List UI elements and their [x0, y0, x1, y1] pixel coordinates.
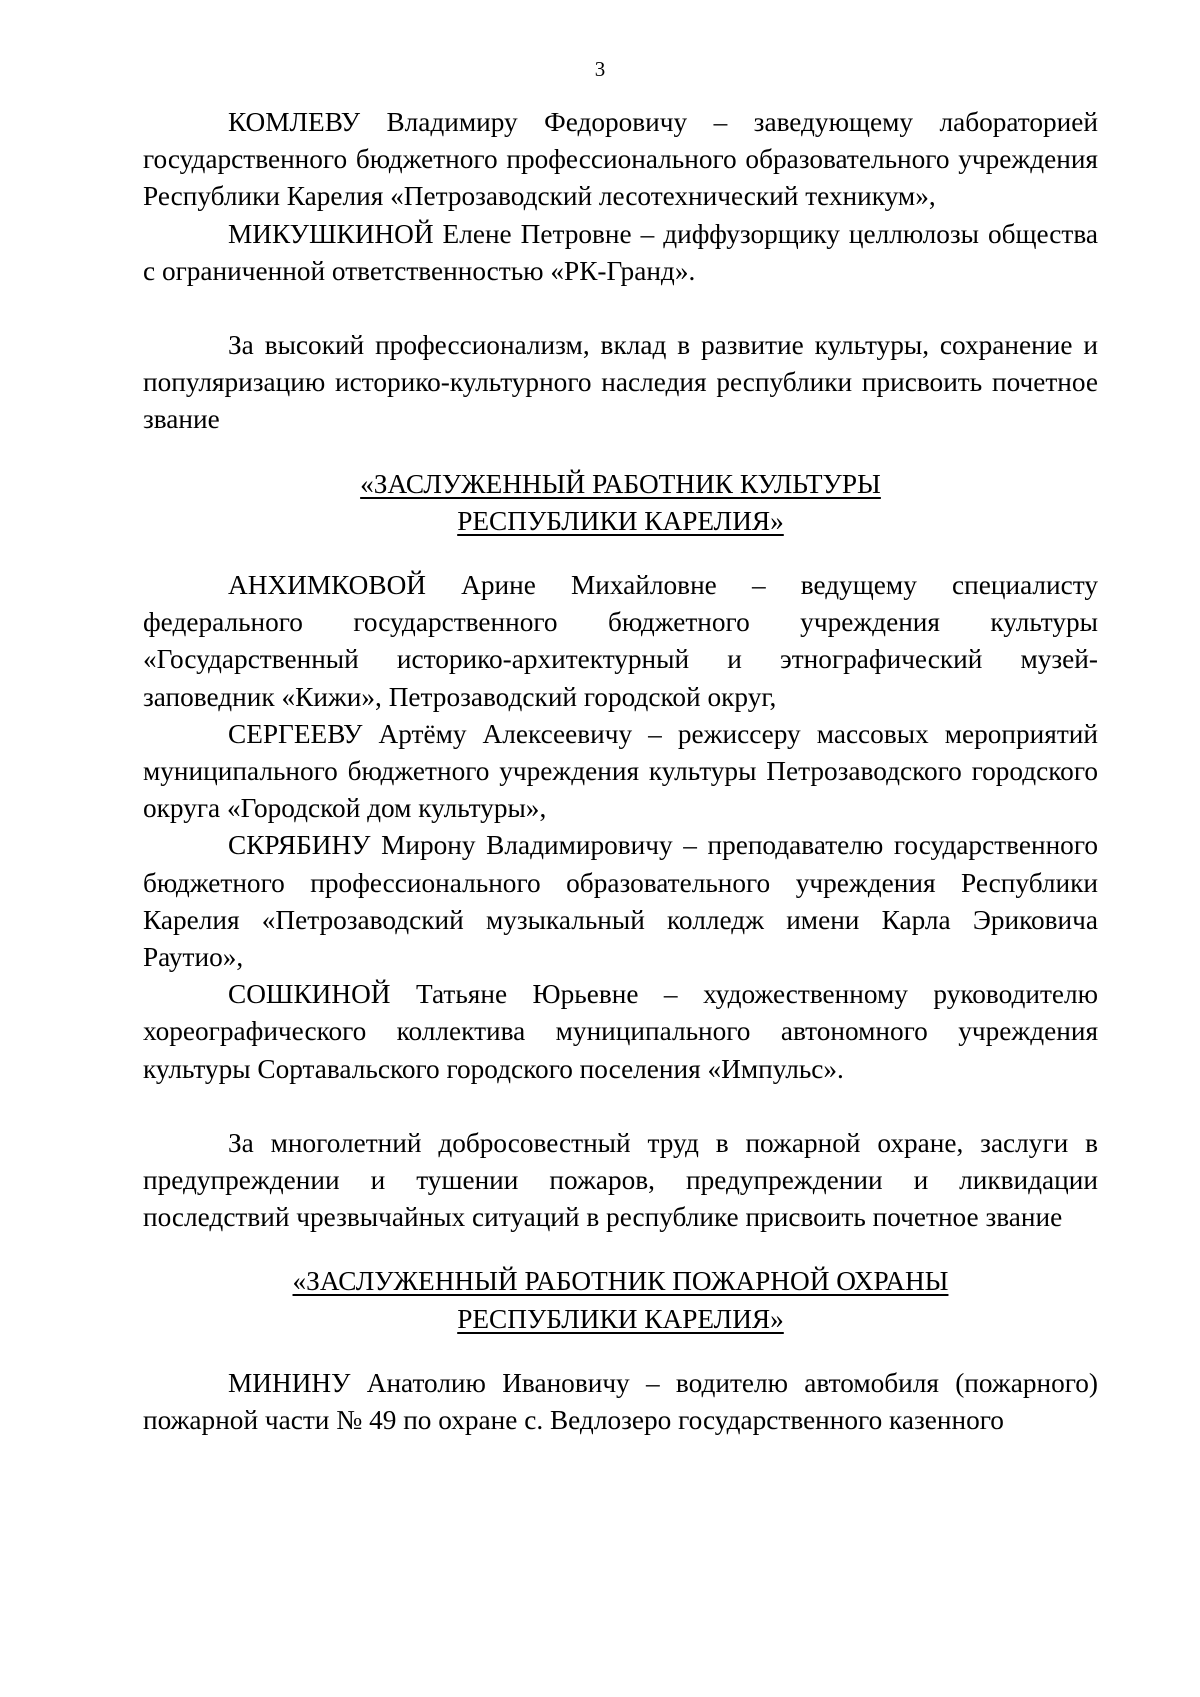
award-entry-soshkina: СОШКИНОЙ Татьяне Юрьевне – художественному руководителю хореографического коллектива муниципального автономного учреждения культуры Сортавальского городского поселения «Импульс».	[143, 979, 1098, 1084]
culture-award-preamble: За высокий профессионализм, вклад в развитие культуры, сохранение и популяризацию историко-культурного наследия республики присвоить почетное звание	[143, 330, 1098, 435]
award-entry-komlev: КОМЛЕВУ Владимиру Федоровичу – заведующему лабораторией государственного бюджетного профессионального образовательного учреждения Республики Карелия «Петрозаводский лесотехнический техникум»,	[143, 107, 1098, 212]
award-entry-mikushkina: МИКУШКИНОЙ Елене Петровне – диффузорщику целлюлозы общества с ограниченной ответственностью «РК-Гранд».	[143, 218, 1098, 286]
page-number: 3	[594, 57, 606, 81]
fire-award-title-line2: РЕСПУБЛИКИ КАРЕЛИЯ»	[457, 1303, 784, 1334]
award-entry-anhimkova: АНХИМКОВОЙ Арине Михайловне – ведущему специалисту федерального государственного бюджетного учреждения культуры «Государственный историко-архитектурный и этнографический музей-заповедник «Кижи», Петрозаводский городской округ,	[143, 570, 1098, 712]
award-entry-minin: МИНИНУ Анатолию Ивановичу – водителю автомобиля (пожарного) пожарной части № 49 по охране с. Ведлозеро государственного казенного	[143, 1367, 1098, 1436]
fire-award-preamble: За многолетний добросовестный труд в пожарной охране, заслуги в предупреждении и тушении пожаров, предупреждении и ликвидации последствий чрезвычайных ситуаций в республике присвоить почетное звание	[143, 1127, 1098, 1233]
award-entry-sergeev: СЕРГЕЕВУ Артёму Алексеевичу – режиссеру массовых мероприятий муниципального бюджетного учреждения культуры Петрозаводского городского округа «Городской дом культуры»,	[143, 718, 1098, 824]
document-body	[143, 104, 1098, 1439]
fire-award-title-line1: «ЗАСЛУЖЕННЫЙ РАБОТНИК ПОЖАРНОЙ ОХРАНЫ	[292, 1266, 949, 1297]
culture-award-title-line2: РЕСПУБЛИКИ КАРЕЛИЯ»	[457, 505, 784, 536]
award-entry-skryabin: СКРЯБИНУ Мирону Владимировичу – преподавателю государственного бюджетного профессионального образовательного учреждения Республики Карелия «Петрозаводский музыкальный колледж имени Карла Эриковича Раутио»,	[143, 830, 1098, 973]
culture-award-title	[143, 466, 1098, 540]
culture-award-title-line1: «ЗАСЛУЖЕННЫЙ РАБОТНИК КУЛЬТУРЫ	[360, 468, 881, 499]
fire-award-title	[143, 1263, 1098, 1337]
